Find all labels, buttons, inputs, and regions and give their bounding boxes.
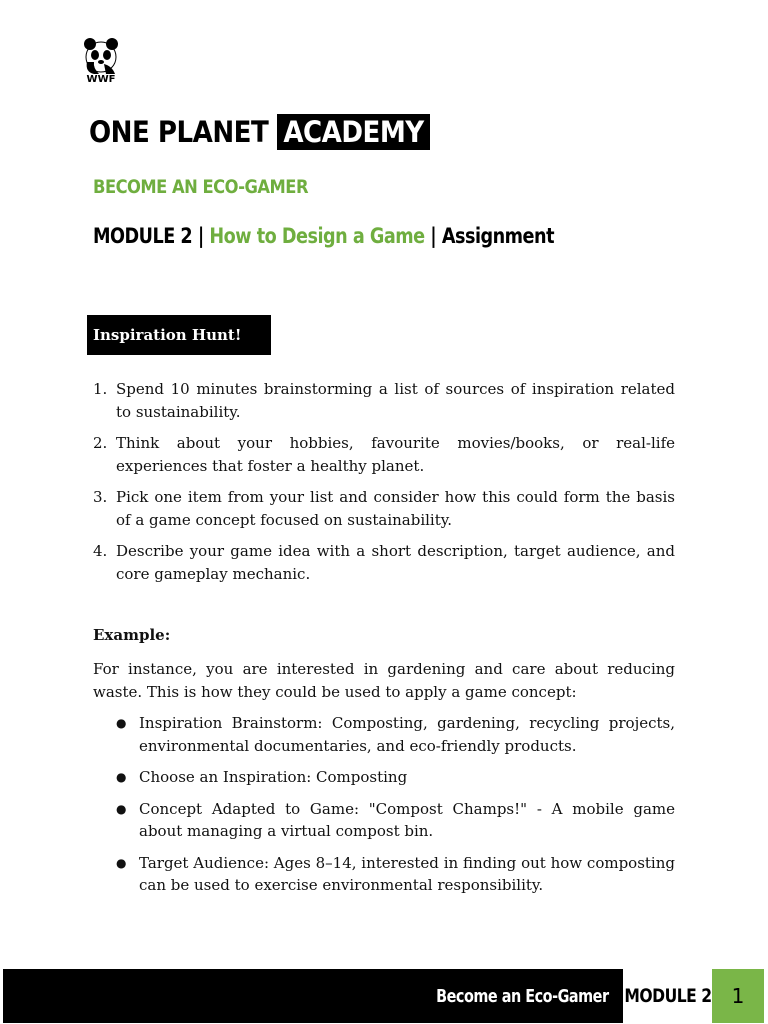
list-item [93,378,675,423]
footer-bar [3,969,623,1023]
list-item [116,852,675,897]
list-item [93,540,675,585]
example-intro: For instance, you are interested in gardening and care about reducing waste. This is how they could be used to apply a game concept: [93,660,675,701]
list-item-text: Describe your game idea with a short description, target audience, and core gameplay mechanic. [116,542,675,583]
example-bullets [116,712,675,906]
module-topic: How to Design a Game [209,224,425,248]
list-item-text: Choose an Inspiration: Composting [139,768,408,786]
page-footer [0,969,768,1023]
example-heading: Example: [93,626,171,644]
footer-course-title: Become an Eco-Gamer [436,985,609,1007]
module-heading [93,224,554,248]
bullet-icon: ● [116,716,127,730]
list-item-text: Pick one item from your list and consider how this could form the basis of a game concept focused on sustainability. [116,488,675,529]
list-number: 4. [93,542,108,560]
bullet-icon: ● [116,801,127,816]
list-item [93,432,675,477]
panda-icon [82,38,120,74]
bullet-icon: ● [116,770,127,784]
list-item-text: Spend 10 minutes brainstorming a list of sources of inspiration related to sustainability. [116,380,675,421]
module-label: MODULE 2 | [93,224,204,248]
footer-module-label: MODULE 2 [624,985,712,1007]
list-item [93,486,675,531]
list-item-text: Target Audience: Ages 8–14, interested in finding out how composting can be used to exercise environmental responsibility. [139,853,675,894]
module-suffix: | Assignment [430,224,555,248]
brand-title [89,113,430,151]
brand-plain: ONE PLANET [89,115,269,149]
brand-highlight: ACADEMY [277,114,429,150]
list-item-text: Think about your hobbies, favourite movies/books, or real-life experiences that foster a healthy planet. [116,434,675,475]
list-number: 2. [93,434,108,452]
page-number: 1 [712,969,764,1023]
list-item [116,766,675,789]
course-title: BECOME AN ECO-GAMER [93,176,309,198]
wwf-logo [82,38,120,88]
list-item [116,798,675,843]
list-item-text: Inspiration Brainstorm: Composting, gardening, recycling projects, environmental documentaries, and eco-friendly products. [139,714,675,755]
bullet-icon: ● [116,855,127,870]
list-number: 3. [93,488,108,506]
steps-list [93,378,675,594]
section-title: Inspiration Hunt! [87,315,271,355]
logo-wordmark: WWF [86,74,116,85]
list-number: 1. [93,380,108,398]
list-item-text: Concept Adapted to Game: "Compost Champs!" - A mobile game about managing a virtual compost bin. [139,799,675,840]
list-item [116,712,675,757]
